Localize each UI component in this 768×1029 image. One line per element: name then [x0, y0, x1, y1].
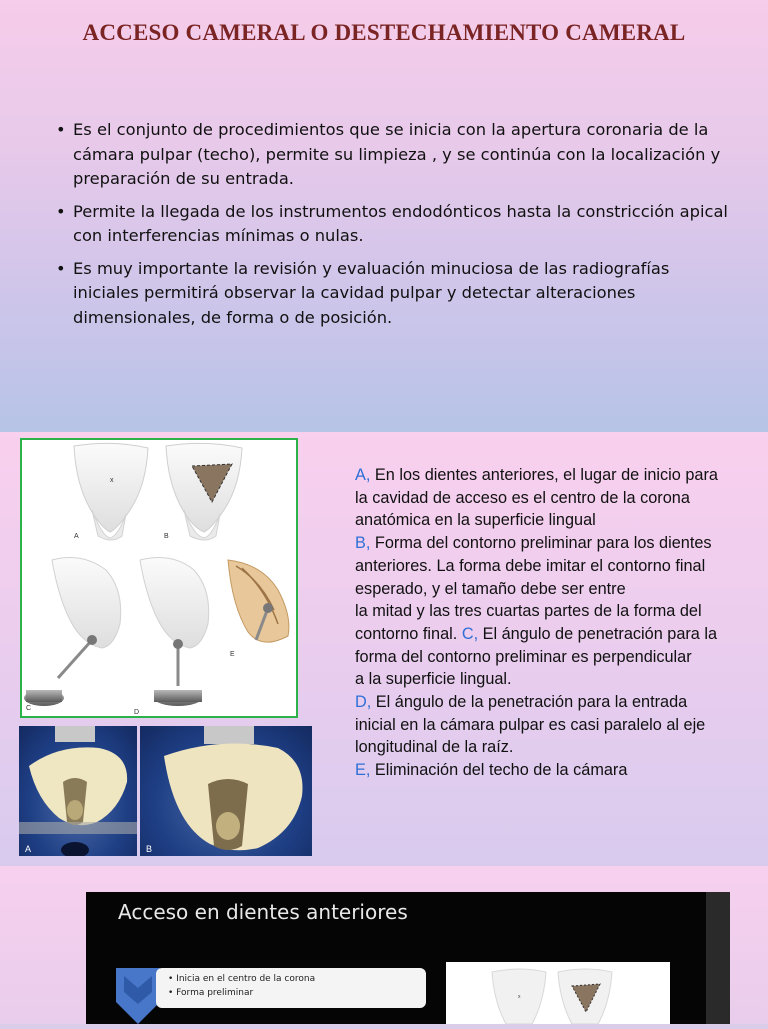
clinical-photo-a-illustration [19, 726, 137, 856]
slide-title: ACCESO CAMERAL O DESTECHAMIENTO CAMERAL [82, 20, 686, 45]
mini-tooth-figure [446, 962, 670, 1024]
chevron-down-icon [116, 968, 160, 1024]
bullet-list [56, 118, 736, 338]
figure-label-e: E [230, 651, 235, 658]
bullet-text: Es muy importante la revisión y evaluación minuciosa de las radiografías iniciales permitirá observar la cavidad pulpar y detectar alteraciones dimensionales, de forma o de posición. [73, 258, 670, 327]
key-e: E, [355, 761, 371, 780]
bullet-icon: • [56, 201, 66, 221]
summary-box [156, 968, 426, 1008]
slide-anterior-access [0, 432, 768, 866]
tooth-center-mark: x [110, 477, 114, 484]
mini-center-mark: x [518, 994, 521, 1000]
key-a: A, [355, 466, 371, 484]
bullet-item [56, 200, 736, 249]
photo-label-a: A [25, 844, 32, 854]
mini-tooth-illustration [446, 962, 670, 1024]
slide-intro [0, 0, 768, 432]
key-b: B, [355, 534, 371, 553]
figure-label-b: B [164, 533, 169, 540]
summary-item [168, 986, 426, 1000]
text-c-cont: a la superficie lingual. [355, 670, 512, 689]
figure-label-c: C [26, 705, 32, 712]
bullet-icon: • [168, 974, 177, 984]
figure-description [355, 464, 725, 782]
tooth-diagram-illustration [22, 440, 296, 716]
key-c: C, [461, 624, 479, 643]
bullet-item [56, 118, 736, 192]
text-e: Eliminación del techo de la cámara [370, 761, 628, 780]
bullet-icon: • [56, 120, 66, 139]
bullet-icon: • [56, 258, 66, 278]
clinical-photo-b-illustration [140, 726, 312, 856]
text-b: Forma del contorno preliminar para los dientes anteriores. La forma debe imitar el contorno final esperado, y el tamaño debe ser entre [355, 534, 712, 598]
bullet-item [56, 257, 736, 331]
clinical-photo-a [19, 726, 137, 856]
figure-label-d: D [134, 709, 140, 716]
clinical-photo-b [140, 726, 312, 856]
summary-text: Forma preliminar [176, 988, 254, 998]
text-d: El ángulo de la penetración para la entrada inicial en la cámara pulpar es casi paralelo al eje longitudinal de la raíz. [355, 693, 706, 757]
bullet-text: Es el conjunto de procedimientos que se inicia con la apertura coronaria de la cámara pulpar (techo), permite su limpieza , y se continúa con la localización y preparación de su entrada. [73, 120, 721, 188]
dark-slide-panel [86, 892, 706, 1024]
bullet-icon: • [168, 988, 177, 998]
figure-label-a: A [74, 533, 79, 540]
bullet-text: Permite la llegada de los instrumentos endodónticos hasta la constricción apical con interferencias mínimas o nulas. [73, 201, 728, 245]
summary-item [168, 972, 426, 986]
tooth-access-figure [20, 438, 298, 718]
text-c: El ángulo de penetración para la forma del contorno preliminar es perpendicular [355, 624, 718, 666]
text-b-cont: la mitad y las tres cuartas partes de la forma del contorno final. [355, 602, 702, 643]
photo-label-b: B [146, 844, 153, 854]
text-a: En los dientes anteriores, el lugar de inicio para la cavidad de acceso es el centro de la corona anatómica en la superficie lingual [355, 466, 718, 530]
key-d: D, [355, 693, 372, 712]
slide-heading: Acceso en dientes anteriores [118, 900, 408, 924]
summary-text: Inicia en el centro de la corona [176, 974, 316, 984]
slide-access-anterior [0, 866, 768, 1024]
panel-edge [706, 892, 730, 1024]
